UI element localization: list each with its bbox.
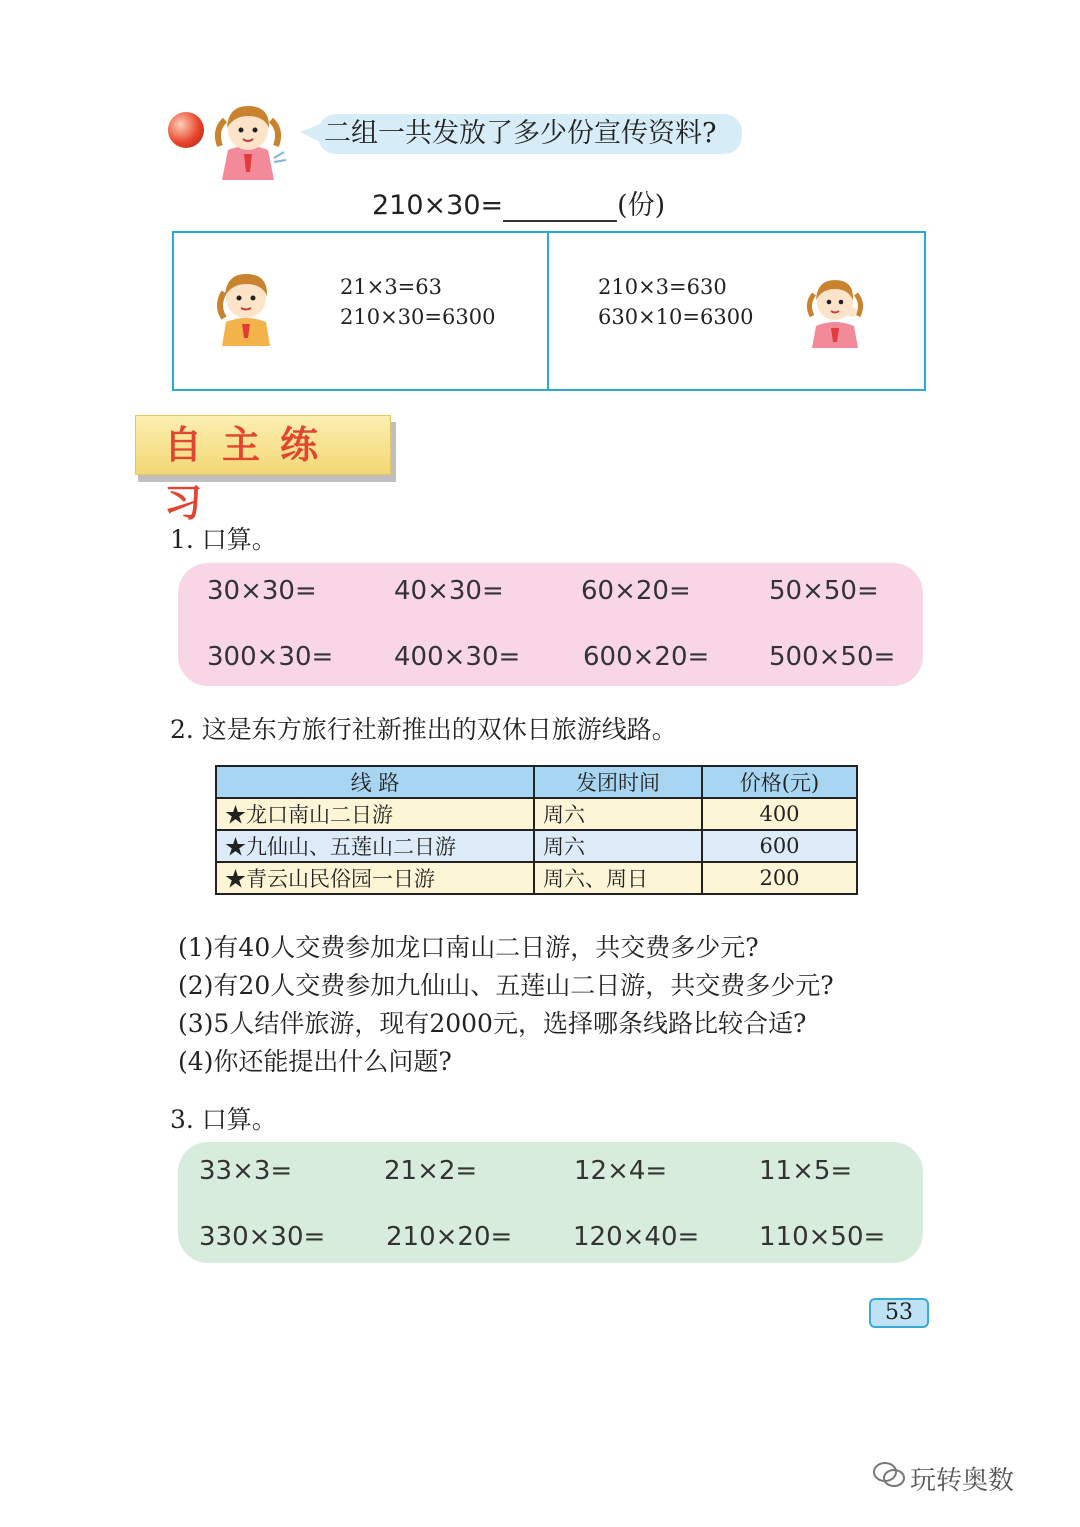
girl-thinking-illustration <box>208 266 286 346</box>
col-header: 发团时间 <box>534 766 702 798</box>
routes-table <box>215 765 858 895</box>
q2-sub-question: (2)有20人交费参加九仙山、五莲山二日游，共交费多少元? <box>178 971 834 1000</box>
q3-expr: 12×4= <box>574 1156 668 1186</box>
table-header-row <box>216 766 857 798</box>
question-text: 二组一共发放了多少份宣传资料? <box>324 118 717 149</box>
q3-title: 3. 口算。 <box>170 1105 277 1134</box>
calc-line: 630×10=6300 <box>598 305 754 329</box>
table-row <box>216 798 857 830</box>
q3-expr: 33×3= <box>199 1156 293 1186</box>
q2-title: 2. 这是东方旅行社新推出的双休日旅游线路。 <box>170 715 677 744</box>
speech-bubble <box>318 114 742 154</box>
time-cell: 周六、周日 <box>534 862 702 894</box>
equation-text: 210×30= <box>372 190 504 221</box>
q1-expr: 600×20= <box>583 642 710 672</box>
bubble-tail <box>300 124 320 142</box>
q3-expr: 120×40= <box>573 1222 700 1252</box>
price-cell: 600 <box>702 830 857 862</box>
time-cell: 周六 <box>534 798 702 830</box>
watermark-text: 玩转奥数 <box>910 1466 1015 1496</box>
route-cell: ★龙口南山二日游 <box>216 798 534 830</box>
q1-expr: 300×30= <box>207 642 334 672</box>
unit-text: (份) <box>617 190 666 221</box>
solution-divider <box>547 231 549 391</box>
route-cell: ★九仙山、五莲山二日游 <box>216 830 534 862</box>
wechat-icon <box>872 1460 906 1490</box>
q2-sub-question: (3)5人结伴旅游，现有2000元，选择哪条线路比较合适? <box>178 1009 807 1038</box>
q2-sub-question: (1)有40人交费参加龙口南山二日游，共交费多少元? <box>178 933 759 962</box>
time-cell: 周六 <box>534 830 702 862</box>
q3-expr: 210×20= <box>386 1222 513 1252</box>
col-header: 线 路 <box>216 766 534 798</box>
q1-expr: 50×50= <box>769 576 879 606</box>
left-solution <box>340 272 495 332</box>
q1-expr: 500×50= <box>769 642 896 672</box>
section-header: 自主练习 <box>135 415 391 475</box>
answer-blank <box>503 196 617 222</box>
page-number: 53 <box>869 1298 929 1328</box>
route-cell: ★青云山民俗园一日游 <box>216 862 534 894</box>
table-row <box>216 862 857 894</box>
calc-line: 210×3=630 <box>598 275 727 299</box>
q3-expr: 11×5= <box>759 1156 853 1186</box>
col-header: 价格(元) <box>702 766 857 798</box>
q3-expr: 21×2= <box>384 1156 478 1186</box>
red-ball-icon <box>168 112 204 148</box>
right-solution <box>598 272 753 332</box>
q1-expr: 40×30= <box>394 576 504 606</box>
girl-pointing-illustration <box>800 272 870 348</box>
q3-expr: 110×50= <box>759 1222 886 1252</box>
table-row <box>216 830 857 862</box>
girl-illustration <box>208 98 288 180</box>
price-cell: 400 <box>702 798 857 830</box>
q1-expr: 30×30= <box>207 576 317 606</box>
q1-expr: 60×20= <box>581 576 691 606</box>
q1-title: 1. 口算。 <box>170 525 277 554</box>
calc-line: 210×30=6300 <box>340 305 496 329</box>
equation-line <box>372 183 665 222</box>
q1-expr: 400×30= <box>394 642 521 672</box>
q2-sub-question: (4)你还能提出什么问题? <box>178 1047 452 1076</box>
price-cell: 200 <box>702 862 857 894</box>
calc-line: 21×3=63 <box>340 275 442 299</box>
q3-expr: 330×30= <box>199 1222 326 1252</box>
